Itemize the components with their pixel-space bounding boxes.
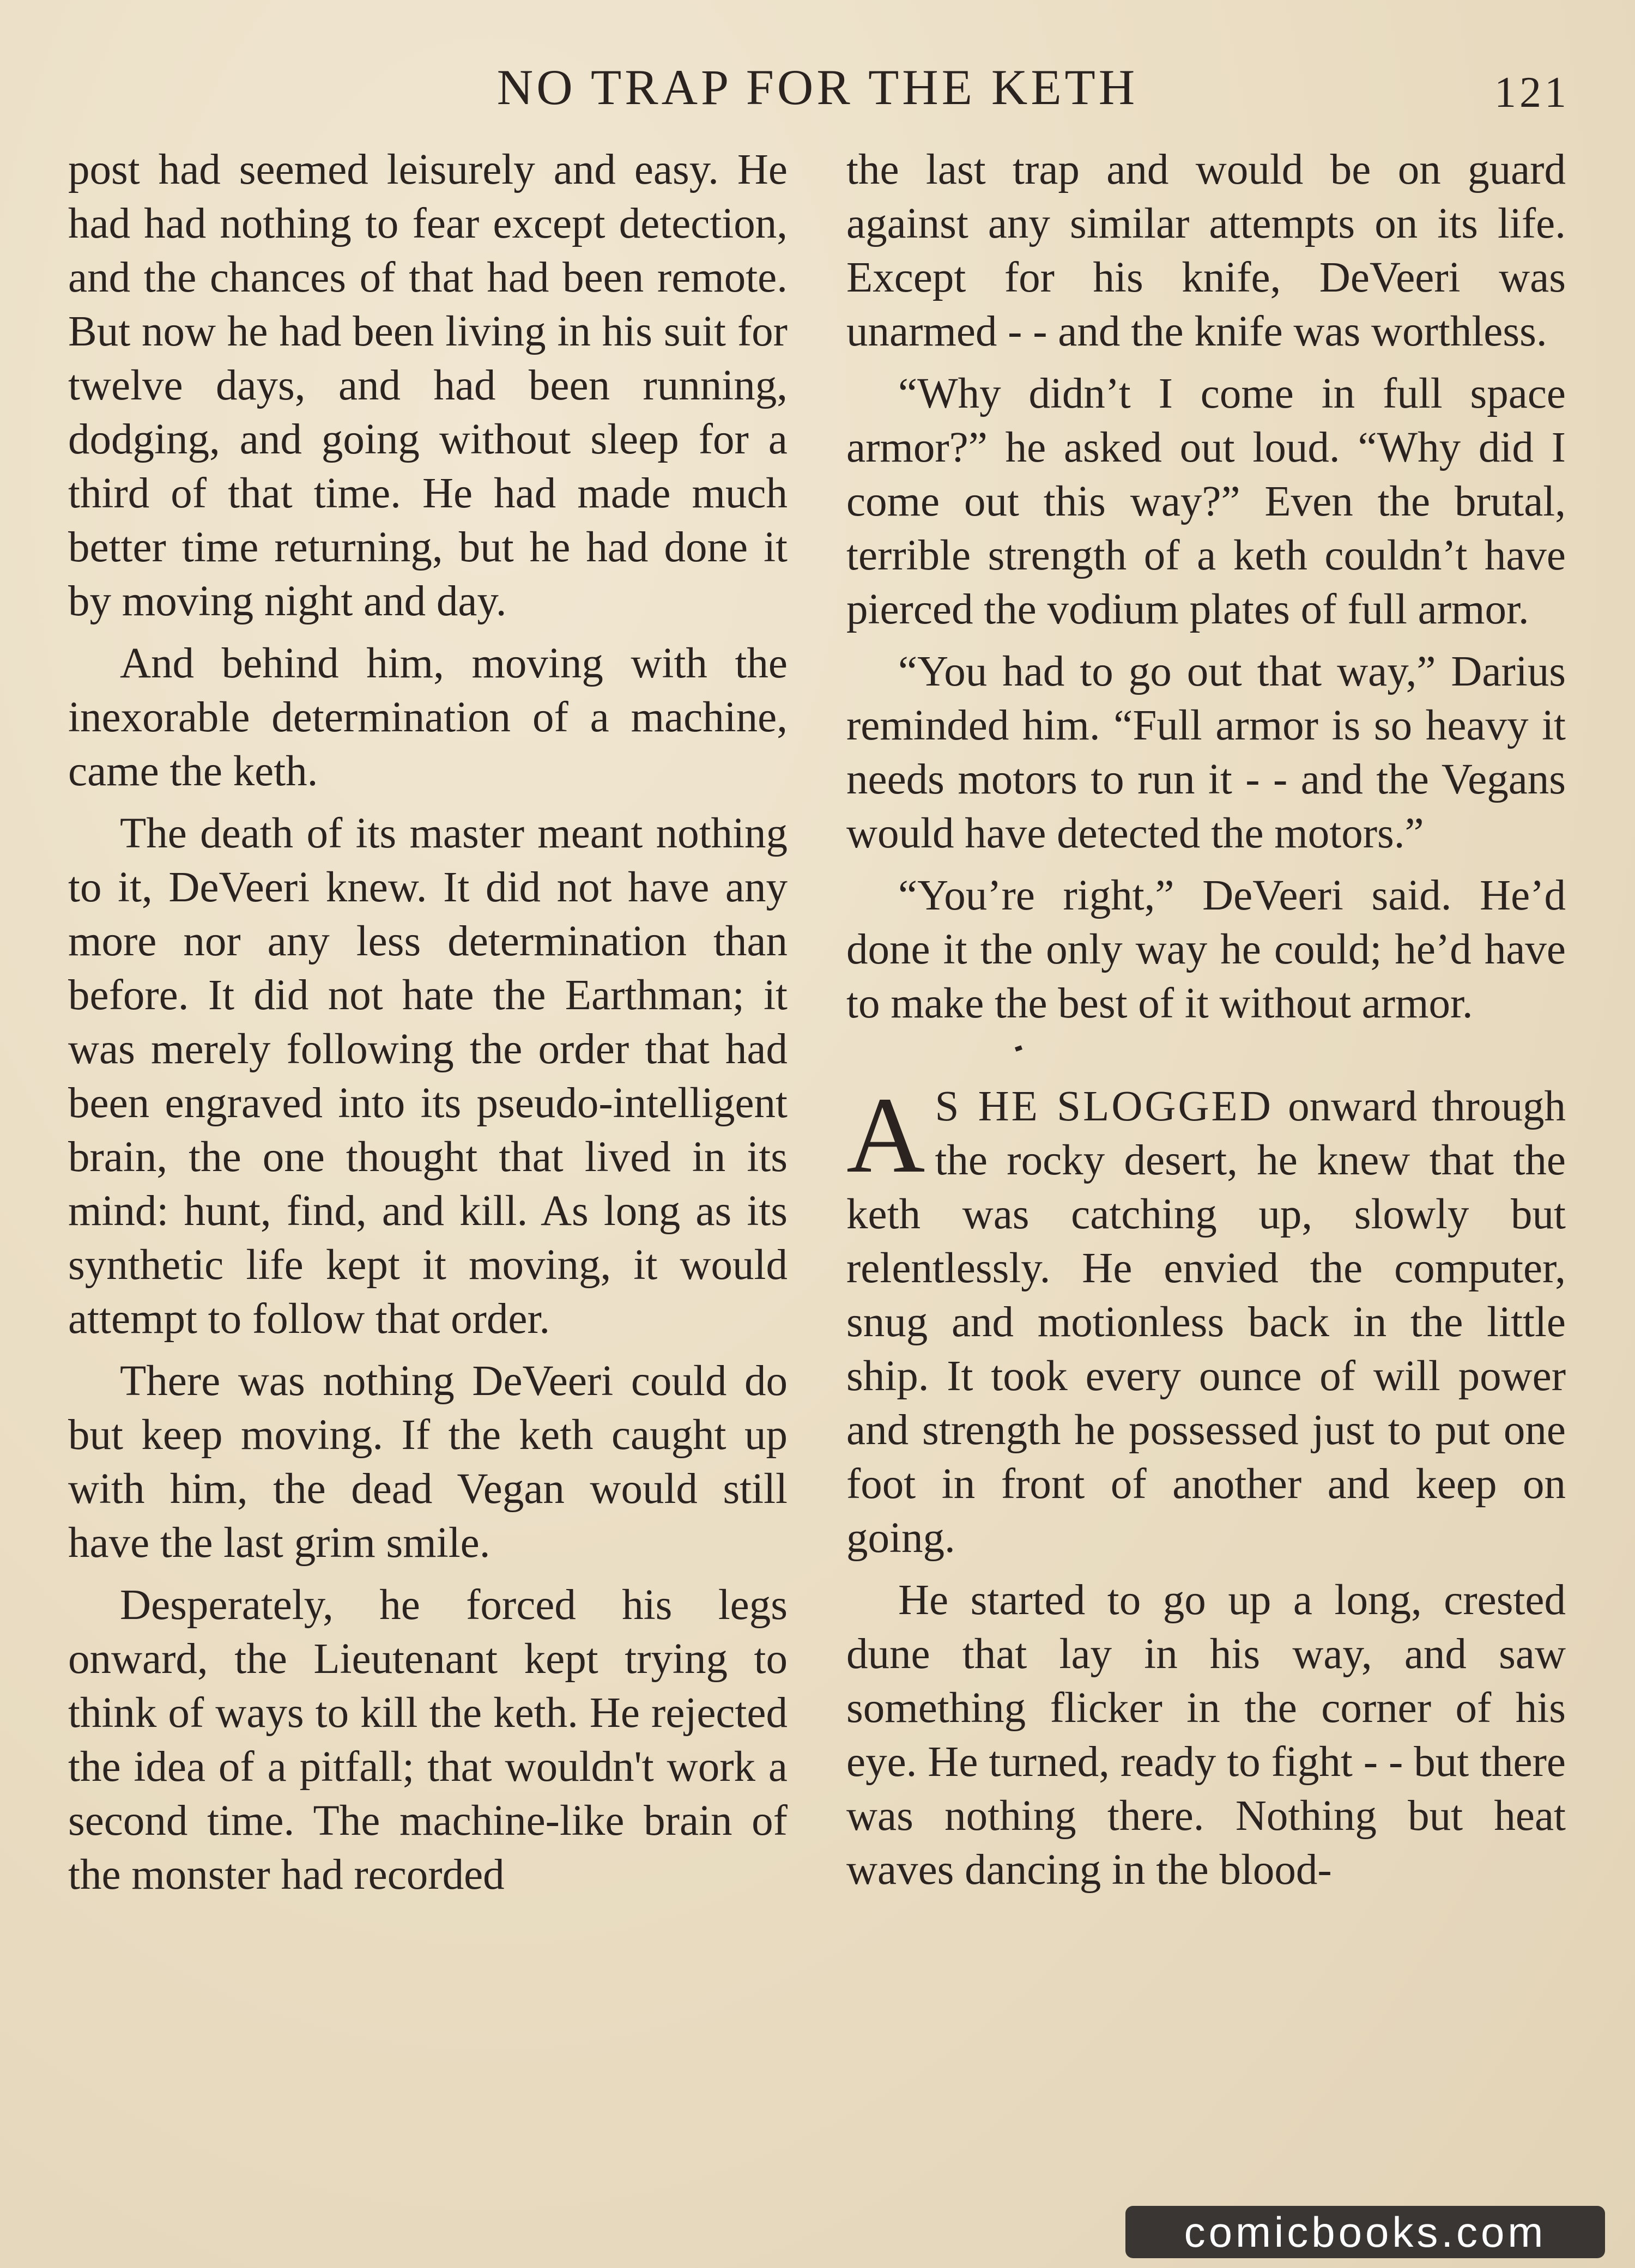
section-opening-paragraph bbox=[846, 1075, 1566, 1565]
page-header bbox=[0, 52, 1635, 123]
paragraph: There was nothing DeVeeri could do but keep moving. If the keth caught up with him, the dead Vegan would still have the last grim smile. bbox=[68, 1357, 788, 1567]
drop-cap: A bbox=[846, 1075, 925, 1196]
paragraph: post had seemed leisurely and easy. He had had nothing to fear except detection, and the chances of that had been remote. But now he had been living in his suit for twelve days, and had been running, dodging, and going without sleep for a third of that time. He had made much better time returning, but he had done it by moving night and day. bbox=[68, 146, 788, 625]
page-number: 121 bbox=[1494, 69, 1570, 117]
running-title: NO TRAP FOR THE KETH bbox=[496, 59, 1139, 115]
paragraph: “You’re right,” DeVeeri said. He’d done it the only way he could; he’d have to make the best of it without armor. bbox=[846, 872, 1566, 1027]
right-column bbox=[846, 143, 1566, 1905]
section-break-mark bbox=[1015, 1045, 1022, 1052]
paragraph: Desperately, he forced his legs onward, the Lieutenant kept trying to think of ways to kill the keth. He rejected the idea of a pitfall; that wouldn't work a second time. The machine-like brain of the monster had recorded bbox=[68, 1581, 788, 1899]
paragraph: “Why didn’t I come in full space armor?” he asked out loud. “Why did I come out this way?” Even the brutal, terrible strength of a keth couldn’t have pierced the vodium plates of full armor. bbox=[846, 370, 1566, 633]
watermark-badge: comicbooks.com bbox=[1125, 2206, 1605, 2258]
paragraph: the last trap and would be on guard against any similar attempts on its life. Except for his knife, DeVeeri was unarmed - - and the knife was worthless. bbox=[846, 146, 1566, 355]
section-paragraph-text: onward through the rocky desert, he knew that the keth was catching up, slowly but relentlessly. He envied the computer, snug and motionless back in the little ship. It took every ounce of will power and strength he possessed just to put one foot in front of another and keep on going. bbox=[846, 1083, 1566, 1562]
paragraph: He started to go up a long, crested dune that lay in his way, and saw something flicker in the corner of his eye. He turned, ready to fight - - but there was nothing there. Nothing but heat waves dancing in the blood- bbox=[846, 1576, 1566, 1894]
section-lead-caps: S HE SLOGGED bbox=[935, 1083, 1273, 1130]
left-column bbox=[68, 143, 788, 1910]
section-break bbox=[846, 1039, 1566, 1080]
paragraph: And behind him, moving with the inexorable determination of a machine, came the keth. bbox=[68, 640, 788, 795]
paragraph: “You had to go out that way,” Darius reminded him. “Full armor is so heavy it needs motors to run it - - and the Vegans would have detected the motors.” bbox=[846, 648, 1566, 857]
paragraph: The death of its master meant nothing to it, DeVeeri knew. It did not have any more nor any less determination than before. It did not hate the Earthman; it was merely following the order that had been engraved into its pseudo-intelligent brain, the one thought that lived in its mind: hunt, find, and kill. As long as its synthetic life kept it moving, it would attempt to follow that order. bbox=[68, 810, 788, 1343]
